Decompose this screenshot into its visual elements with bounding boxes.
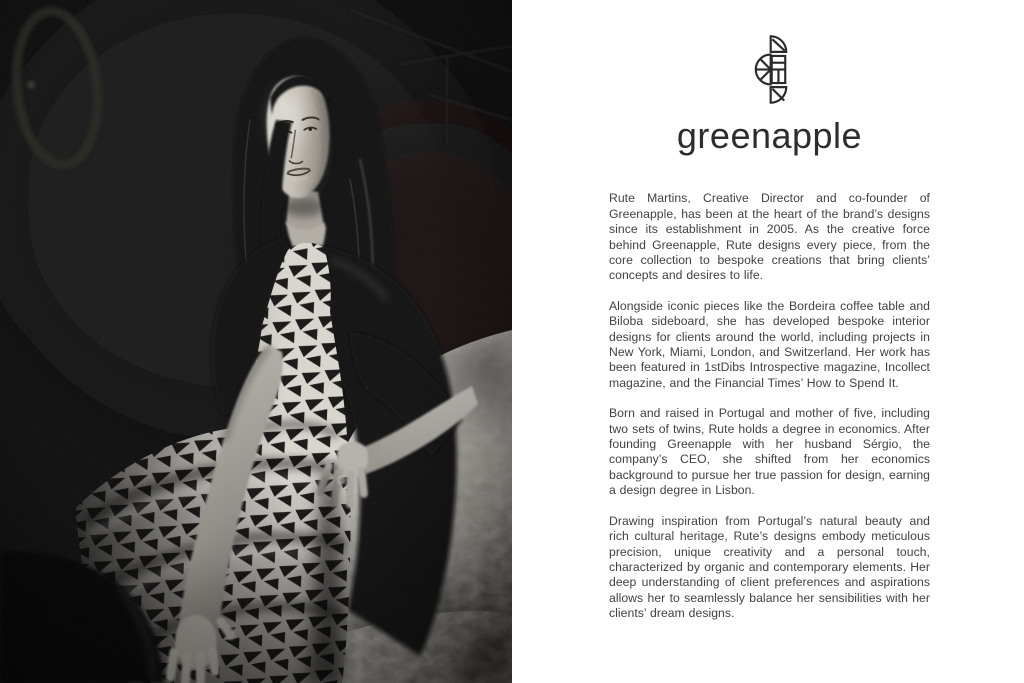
brand-logo [609, 34, 930, 156]
about-text [609, 191, 930, 621]
greenapple-logo-icon [609, 34, 930, 110]
about-paragraph-4: Drawing inspiration from Portugal’s natural beauty and rich cultural heritage, Rute’s designs embody meticulous precision, unique creativity and a personal touch, characterized by organic and contemporary elements. Her deep understanding of client preferences and aspirations allows her to seamlessly balance her sensibilities with her clients’ dream designs. [609, 513, 930, 621]
content-panel [512, 0, 1024, 683]
about-paragraph-3: Born and raised in Portugal and mother of five, including two sets of twins, Rute holds a degree in economics. After founding Greenapple with her husband Sérgio, the company’s CEO, she shifted from her economics background to pursue her true passion for design, earning a design degree in Lisbon. [609, 406, 930, 498]
brand-wordmark: greenapple [676, 115, 863, 156]
about-paragraph-1: Rute Martins, Creative Director and co-founder of Greenapple, has been at the heart of the brand’s designs since its establishment in 2005. As the creative force behind Greenapple, Rute designs every piece, from the core collection to bespoke creations that bring clients’ concepts and desires to life. [609, 191, 930, 283]
about-paragraph-2: Alongside iconic pieces like the Bordeira coffee table and Biloba sideboard, she has developed bespoke interior designs for clients around the world, including projects in New York, Miami, London, and Switzerland. Her work has been featured in 1stDibs Introspective magazine, Incollect magazine, and the Financial Times’ How to Spend It. [609, 298, 930, 390]
